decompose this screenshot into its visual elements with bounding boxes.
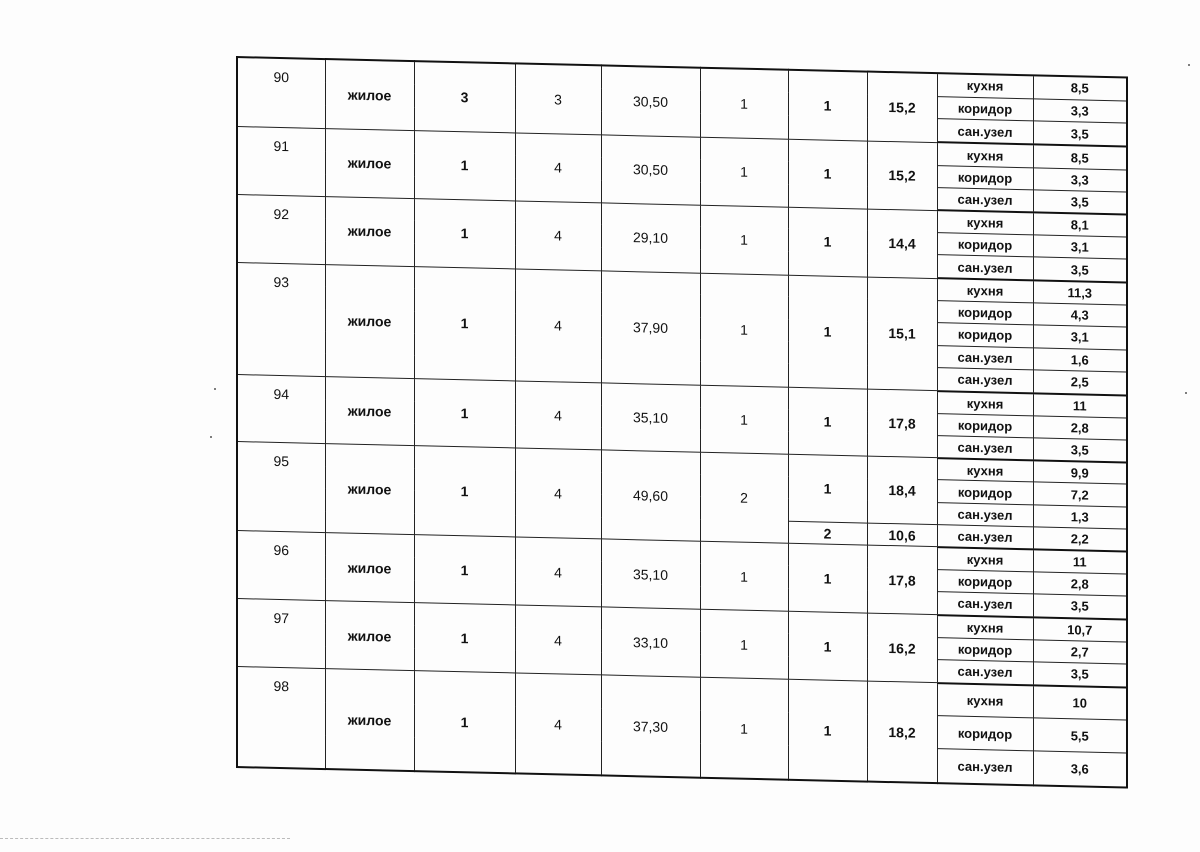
auxiliary-room-name-cell: коридор (937, 97, 1033, 122)
auxiliary-room-name-cell: кухня (937, 210, 1033, 235)
auxiliary-room-area-cell: 3,6 (1033, 751, 1127, 787)
auxiliary-room-name-cell: сан.узел (937, 592, 1033, 618)
room-count-cell: 1 (700, 68, 788, 139)
column-3-cell: 3 (414, 61, 515, 132)
auxiliary-room-name-cell: кухня (937, 73, 1033, 99)
apartment-rooms-table (236, 56, 1128, 789)
premises-type-cell: жилое (325, 669, 414, 771)
column-4-cell: 4 (515, 448, 601, 539)
auxiliary-room-area-cell: 10 (1033, 685, 1127, 720)
premises-type-cell: жилое (325, 128, 414, 198)
auxiliary-room-area-cell: 3,3 (1033, 99, 1127, 123)
auxiliary-room-name-cell: кухня (937, 615, 1033, 640)
apartment-number-cell: 93 (237, 262, 325, 377)
auxiliary-room-area-cell: 3,5 (1033, 257, 1127, 283)
auxiliary-room-name-cell: коридор (937, 716, 1033, 751)
auxiliary-room-area-cell: 8,1 (1033, 212, 1127, 236)
auxiliary-room-name-cell: сан.узел (937, 367, 1033, 393)
apartment-number-cell: 92 (237, 194, 325, 264)
column-4-cell: 4 (515, 381, 601, 450)
auxiliary-room-area-cell: 2,7 (1033, 640, 1127, 664)
auxiliary-room-name-cell: сан.узел (937, 660, 1033, 686)
auxiliary-room-name-cell: сан.узел (937, 525, 1033, 550)
auxiliary-room-area-cell: 3,5 (1033, 438, 1127, 462)
auxiliary-room-area-cell: 4,3 (1033, 303, 1127, 327)
room-index-cell: 2 (788, 521, 867, 545)
auxiliary-room-name-cell: сан.узел (937, 119, 1033, 145)
auxiliary-room-area-cell: 2,5 (1033, 370, 1127, 396)
premises-type-cell: жилое (325, 59, 414, 130)
auxiliary-room-name-cell: кухня (937, 683, 1033, 718)
auxiliary-room-area-cell: 1,6 (1033, 347, 1127, 371)
total-area-cell: 35,10 (601, 539, 700, 609)
living-area-cell: 15,1 (867, 277, 937, 391)
auxiliary-room-area-cell: 3,5 (1033, 121, 1127, 147)
room-index-cell: 1 (788, 275, 867, 389)
room-index-cell: 1 (788, 544, 867, 614)
total-area-cell: 30,50 (601, 134, 700, 204)
auxiliary-room-area-cell: 7,2 (1033, 482, 1127, 506)
auxiliary-room-area-cell: 5,5 (1033, 718, 1127, 753)
room-index-cell: 1 (788, 680, 867, 782)
column-4-cell: 3 (515, 63, 601, 134)
auxiliary-room-name-cell: сан.узел (937, 188, 1033, 213)
column-4-cell: 4 (515, 537, 601, 607)
column-4-cell: 4 (515, 268, 601, 383)
premises-type-cell: жилое (325, 444, 414, 535)
column-4-cell: 4 (515, 673, 601, 775)
auxiliary-room-name-cell: коридор (937, 637, 1033, 662)
living-area-cell: 15,2 (867, 141, 937, 211)
column-3-cell: 1 (414, 535, 515, 605)
column-3-cell: 1 (414, 671, 515, 773)
premises-type-cell: жилое (325, 377, 414, 446)
auxiliary-room-name-cell: коридор (937, 166, 1033, 191)
scan-speck (214, 388, 216, 390)
auxiliary-room-area-cell: 3,5 (1033, 594, 1127, 620)
living-area-cell: 14,4 (867, 209, 937, 279)
auxiliary-room-area-cell: 1,3 (1033, 505, 1127, 529)
column-3-cell: 1 (414, 130, 515, 200)
auxiliary-room-name-cell: коридор (937, 233, 1033, 258)
auxiliary-room-area-cell: 8,5 (1033, 75, 1127, 101)
auxiliary-room-name-cell: кухня (937, 458, 1033, 483)
column-3-cell: 1 (414, 379, 515, 448)
auxiliary-room-area-cell: 8,5 (1033, 144, 1127, 170)
living-area-cell: 17,8 (867, 545, 937, 615)
column-3-cell: 1 (414, 446, 515, 538)
apartment-number-cell: 97 (237, 599, 325, 669)
living-area-cell: 10,6 (867, 523, 937, 547)
total-area-cell: 29,10 (601, 202, 700, 272)
total-area-cell: 37,90 (601, 270, 700, 385)
living-area-cell: 15,2 (867, 72, 937, 143)
auxiliary-room-area-cell: 10,7 (1033, 617, 1127, 641)
scan-edge-mark (0, 838, 290, 839)
apartment-table-sheet (236, 56, 1126, 789)
apartment-number-cell: 95 (237, 442, 325, 533)
auxiliary-room-name-cell: сан.узел (937, 255, 1033, 281)
scan-speck (1185, 392, 1187, 394)
auxiliary-room-area-cell: 11 (1033, 549, 1127, 573)
room-count-cell: 1 (700, 678, 788, 780)
auxiliary-room-name-cell: коридор (937, 323, 1033, 348)
auxiliary-room-name-cell: кухня (937, 391, 1033, 416)
living-area-cell: 17,8 (867, 389, 937, 458)
auxiliary-room-name-cell: сан.узел (937, 502, 1033, 527)
column-4-cell: 4 (515, 605, 601, 675)
room-count-cell: 1 (700, 205, 788, 275)
auxiliary-room-name-cell: кухня (937, 547, 1033, 572)
room-count-cell: 2 (700, 452, 788, 543)
total-area-cell: 33,10 (601, 607, 700, 677)
auxiliary-room-name-cell: коридор (937, 569, 1033, 594)
room-count-cell: 1 (700, 273, 788, 388)
auxiliary-room-name-cell: сан.узел (937, 749, 1033, 785)
premises-type-cell: жилое (325, 533, 414, 603)
column-4-cell: 4 (515, 200, 601, 270)
room-index-cell: 1 (788, 70, 867, 141)
room-count-cell: 1 (700, 385, 788, 454)
auxiliary-room-name-cell: коридор (937, 301, 1033, 326)
room-index-cell: 1 (788, 387, 867, 456)
apartment-number-cell: 98 (237, 667, 325, 769)
scan-speck (210, 436, 212, 438)
apartment-number-cell: 91 (237, 126, 325, 196)
auxiliary-room-area-cell: 2,2 (1033, 527, 1127, 551)
room-count-cell: 1 (700, 610, 788, 680)
premises-type-cell: жилое (325, 601, 414, 671)
room-index-cell: 1 (788, 207, 867, 277)
premises-type-cell: жилое (325, 264, 414, 379)
living-area-cell: 16,2 (867, 613, 937, 683)
apartment-number-cell: 94 (237, 375, 325, 444)
living-area-cell: 18,4 (867, 456, 937, 525)
apartment-row (237, 57, 1127, 101)
column-3-cell: 1 (414, 266, 515, 381)
room-index-cell: 1 (788, 612, 867, 682)
room-index-cell: 1 (788, 454, 867, 523)
apartment-number-cell: 90 (237, 57, 325, 128)
room-count-cell: 1 (700, 137, 788, 207)
room-count-cell: 1 (700, 542, 788, 612)
auxiliary-room-area-cell: 3,1 (1033, 235, 1127, 259)
room-index-cell: 1 (788, 139, 867, 209)
auxiliary-room-area-cell: 11 (1033, 393, 1127, 417)
column-3-cell: 1 (414, 198, 515, 268)
living-area-cell: 18,2 (867, 681, 937, 783)
column-4-cell: 4 (515, 132, 601, 202)
auxiliary-room-area-cell: 3,1 (1033, 325, 1127, 349)
auxiliary-room-name-cell: сан.узел (937, 435, 1033, 460)
auxiliary-room-area-cell: 2,8 (1033, 415, 1127, 439)
auxiliary-room-name-cell: кухня (937, 278, 1033, 303)
auxiliary-room-area-cell: 3,5 (1033, 190, 1127, 214)
auxiliary-room-name-cell: коридор (937, 413, 1033, 438)
total-area-cell: 35,10 (601, 383, 700, 452)
total-area-cell: 37,30 (601, 675, 700, 777)
auxiliary-room-name-cell: кухня (937, 142, 1033, 168)
auxiliary-room-area-cell: 11,3 (1033, 280, 1127, 304)
apartment-number-cell: 96 (237, 531, 325, 601)
total-area-cell: 49,60 (601, 450, 700, 542)
premises-type-cell: жилое (325, 196, 414, 266)
auxiliary-room-area-cell: 3,3 (1033, 168, 1127, 192)
total-area-cell: 30,50 (601, 65, 700, 136)
auxiliary-room-name-cell: сан.узел (937, 345, 1033, 370)
auxiliary-room-name-cell: коридор (937, 480, 1033, 505)
scan-speck (1188, 64, 1190, 66)
column-3-cell: 1 (414, 603, 515, 673)
auxiliary-room-area-cell: 3,5 (1033, 662, 1127, 688)
auxiliary-room-area-cell: 2,8 (1033, 572, 1127, 596)
auxiliary-room-area-cell: 9,9 (1033, 460, 1127, 484)
